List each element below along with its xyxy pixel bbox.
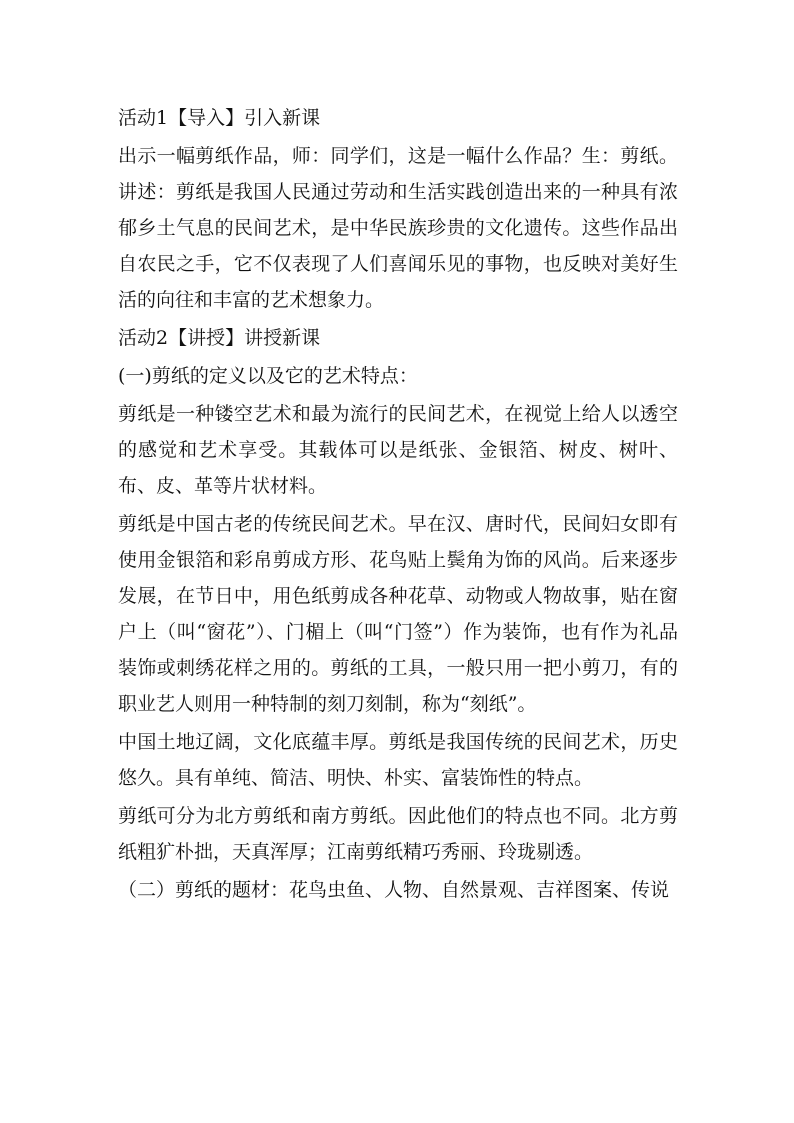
section-1-heading: (一)剪纸的定义以及它的艺术特点： — [118, 365, 418, 387]
features-paragraph: 中国土地辽阔，文化底蕴丰厚。剪纸是我国传统的民间艺术，历史悠久。具有单纯、简洁、明快、朴实、富装饰性的特点。 — [118, 731, 678, 789]
activity-2-heading: 活动2【讲授】讲授新课 — [118, 327, 321, 349]
section-2-paragraph: （二）剪纸的题材：花鸟虫鱼、人物、自然景观、吉祥图案、传说 — [118, 879, 670, 901]
intro-paragraph: 出示一幅剪纸作品，师：同学们，这是一幅什么作品？生：剪纸。讲述：剪纸是我国人民通过劳动和生活实践创造出来的一种具有浓郁乡土气息的民间艺术，是中华民族珍贵的文化遗传。这些作品出自农民之手，它不仅表现了人们喜闻乐见的事物，也反映对美好生活的向往和丰富的艺术想象力。 — [118, 145, 678, 311]
history-paragraph: 剪纸是中国古老的传统民间艺术。早在汉、唐时代，民间妇女即有使用金银箔和彩帛剪成方形、花鸟贴上鬓角为饰的风尚。后来逐步发展，在节日中，用色纸剪成各种花草、动物或人物故事，贴在窗户上（叫“窗花”）、门楣上（叫“门签”）作为装饰，也有作为礼品装饰或刺绣花样之用的。剪纸的工具，一般只用一把小剪刀，有的职业艺人则用一种特制的刻刀刻制，称为“刻纸”。 — [118, 513, 678, 715]
definition-paragraph: 剪纸是一种镂空艺术和最为流行的民间艺术，在视觉上给人以透空的感觉和艺术享受。其载体可以是纸张、金银箔、树皮、树叶、布、皮、革等片状材料。 — [118, 403, 678, 497]
north-south-paragraph: 剪纸可分为北方剪纸和南方剪纸。因此他们的特点也不同。北方剪纸粗犷朴拙，天真浑厚；江南剪纸精巧秀丽、玲珑剔透。 — [118, 805, 678, 863]
document-body — [118, 100, 678, 910]
activity-1-heading: 活动1【导入】引入新课 — [118, 107, 321, 129]
